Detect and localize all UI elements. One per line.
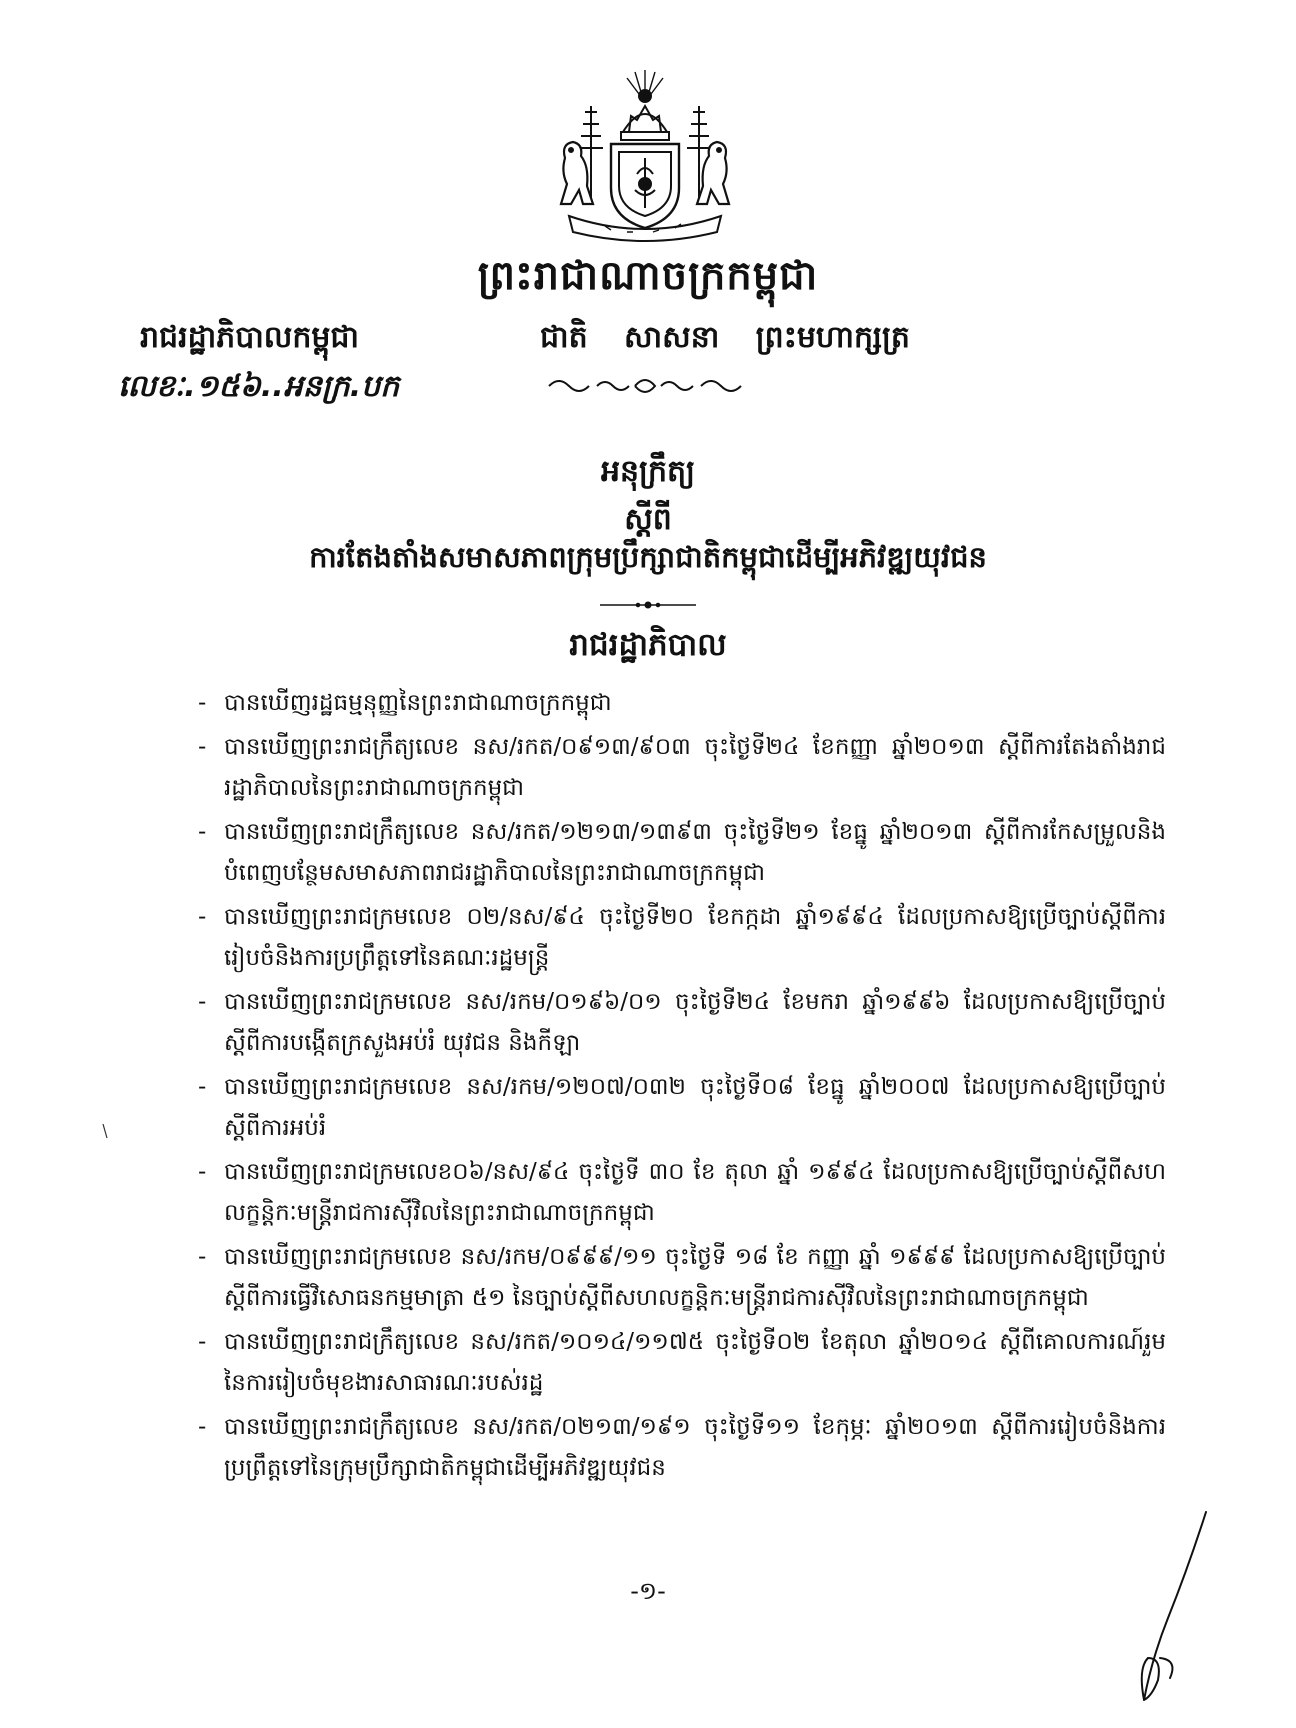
reference-list [198, 683, 1166, 1492]
list-item: - បានឃើញព្រះរាជក្រឹត្យលេខ នស/រកត/០៩១៣/៩០៣ ចុះថ្ងៃទី២៤ ខែកញ្ញា ឆ្នាំ២០១៣ ស្តីពីការតែងតាំងរាជរដ្ឋាភិបាលនៃព្រះរាជាណាចក្រកម្ពុជា [198, 733, 1166, 801]
motto-ornament [545, 372, 745, 398]
list-item-text: បានឃើញព្រះរាជក្រឹត្យលេខ នស/រកត/០២១៣/១៩១ ចុះថ្ងៃទី១១ ខែកុម្ភៈ ឆ្នាំ២០១៣ ស្តីពីការរៀបចំនិងការប្រព្រឹត្តទៅនៃក្រុមប្រឹក្សាជាតិកម្ពុជាដើម្បីអភិវឌ្ឍយុវជន [224, 1413, 1166, 1481]
list-item-text: បានឃើញព្រះរាជក្រឹត្យលេខ នស/រកត/០៩១៣/៩០៣ ចុះថ្ងៃទី២៤ ខែកញ្ញា ឆ្នាំ២០១៣ ស្តីពីការតែងតាំងរាជរដ្ឋាភិបាលនៃព្រះរាជាណាចក្រកម្ពុជា [224, 733, 1166, 801]
list-item: - បានឃើញព្រះរាជក្រឹត្យលេខ នស/រកត/០២១៣/១៩១ ចុះថ្ងៃទី១១ ខែកុម្ភៈ ឆ្នាំ២០១៣ ស្តីពីការរៀបចំនិងការប្រព្រឹត្តទៅនៃក្រុមប្រឹក្សាជាតិកម្ពុជាដើម្បីអភិវឌ្ឍយុវជន [198, 1413, 1166, 1481]
document-about: ស្តីពី [624, 502, 672, 537]
list-item-text: បានឃើញព្រះរាជក្រឹត្យលេខ នស/រកត/១២១៣/១៣៩៣ ចុះថ្ងៃទី២១ ខែធ្នូ ឆ្នាំ២០១៣ ស្តីពីការកែសម្រួលនិងបំពេញបន្ថែមសមាសភាពរាជរដ្ឋាភិបាលនៃព្រះរាជាណាចក្រកម្ពុជា [224, 818, 1166, 886]
title-divider [600, 598, 696, 612]
issuing-government: រាជរដ្ឋាភិបាលកម្ពុជា [140, 320, 359, 355]
document-type: អនុក្រឹត្យ [600, 454, 696, 489]
list-item-text: បានឃើញព្រះរាជក្រមលេខ០៦/នស/៩៤ ចុះថ្ងៃទី ៣០ ខែ តុលា ឆ្នាំ ១៩៩៤ ដែលប្រកាសឱ្យប្រើច្បាប់ស្តីពីសហលក្ខន្តិកៈមន្ត្រីរាជការស៊ីវិលនៃព្រះរាជាណាចក្រកម្ពុជា [224, 1158, 1166, 1226]
document-number: លេខៈ.១៥៦..អនក្រ.បក [118, 369, 400, 404]
list-item-text: បានឃើញព្រះរាជក្រឹត្យលេខ នស/រកត/១០១៤/១១៧៥ ចុះថ្ងៃទី០២ ខែតុលា ឆ្នាំ២០១៤ ស្តីពីគោលការណ៍រួមនៃការរៀបចំមុខងារសាធារណៈរបស់រដ្ឋ [224, 1328, 1166, 1396]
list-item: - បានឃើញព្រះរាជក្រឹត្យលេខ នស/រកត/១២១៣/១៣៩៣ ចុះថ្ងៃទី២១ ខែធ្នូ ឆ្នាំ២០១៣ ស្តីពីការកែសម្រួលនិងបំពេញបន្ថែមសមាសភាពរាជរដ្ឋាភិបាលនៃព្រះរាជាណាចក្រកម្ពុជា [198, 818, 1166, 886]
list-item: - បានឃើញព្រះរាជក្រមលេខ នស/រកម/០១៩៦/០១ ចុះថ្ងៃទី២៤ ខែមករា ឆ្នាំ១៩៩៦ ដែលប្រកាសឱ្យប្រើច្បាប់ស្តីពីការបង្កើតក្រសួងអប់រំ យុវជន និងកីឡា [198, 988, 1166, 1056]
list-item: - បានឃើញព្រះរាជក្រមលេខ នស/រកម/០៩៩៩/១១ ចុះថ្ងៃទី ១៨ ខែ កញ្ញា ឆ្នាំ ១៩៩៩ ដែលប្រកាសឱ្យប្រើច្បាប់ស្តីពីការធ្វើវិសោធនកម្មមាត្រា ៥១ នៃច្បាប់ស្តីពីសហលក្ខន្តិកៈមន្ត្រីរាជការស៊ីវិលនៃព្រះរាជាណាចក្រកម្ពុជា [198, 1243, 1166, 1311]
margin-tick [100, 1122, 110, 1142]
handwritten-signature [1108, 1508, 1218, 1708]
kingdom-name: ព្រះរាជាណាចក្រកម្ពុជា [477, 253, 819, 299]
section-heading: រាជរដ្ឋាភិបាល [569, 627, 727, 663]
list-item-text: បានឃើញព្រះរាជក្រមលេខ នស/រកម/១២០៧/០៣២ ចុះថ្ងៃទី០៨ ខែធ្នូ ឆ្នាំ២០០៧ ដែលប្រកាសឱ្យប្រើច្បាប់ស្តីពីការអប់រំ [224, 1073, 1166, 1141]
list-item: - បានឃើញព្រះរាជក្រមលេខ ០២/នស/៩៤ ចុះថ្ងៃទី២០ ខែកក្កដា ឆ្នាំ១៩៩៤ ដែលប្រកាសឱ្យប្រើច្បាប់ស្តីពីការរៀបចំនិងការប្រព្រឹត្តទៅនៃគណៈរដ្ឋមន្ត្រី [198, 903, 1166, 971]
list-item: - បានឃើញព្រះរាជក្រឹត្យលេខ នស/រកត/១០១៤/១១៧៥ ចុះថ្ងៃទី០២ ខែតុលា ឆ្នាំ២០១៤ ស្តីពីគោលការណ៍រួមនៃការរៀបចំមុខងារសាធារណៈរបស់រដ្ឋ [198, 1328, 1166, 1396]
royal-coat-of-arms [545, 66, 745, 248]
list-item-text: បានឃើញរដ្ឋធម្មនុញ្ញនៃព្រះរាជាណាចក្រកម្ពុជា [224, 690, 612, 716]
list-item: - បានឃើញរដ្ឋធម្មនុញ្ញនៃព្រះរាជាណាចក្រកម្ពុជា [198, 690, 612, 716]
list-item-text: បានឃើញព្រះរាជក្រមលេខ នស/រកម/០៩៩៩/១១ ចុះថ្ងៃទី ១៨ ខែ កញ្ញា ឆ្នាំ ១៩៩៩ ដែលប្រកាសឱ្យប្រើច្បាប់ស្តីពីការធ្វើវិសោធនកម្មមាត្រា ៥១ នៃច្បាប់ស្តីពីសហលក្ខន្តិកៈមន្ត្រីរាជការស៊ីវិលនៃព្រះរាជាណាចក្រកម្ពុជា [224, 1243, 1166, 1311]
list-item: - បានឃើញព្រះរាជក្រមលេខ នស/រកម/១២០៧/០៣២ ចុះថ្ងៃទី០៨ ខែធ្នូ ឆ្នាំ២០០៧ ដែលប្រកាសឱ្យប្រើច្បាប់ស្តីពីការអប់រំ [198, 1073, 1166, 1141]
page-number: -១- [630, 1577, 666, 1605]
list-item: - បានឃើញព្រះរាជក្រមលេខ០៦/នស/៩៤ ចុះថ្ងៃទី ៣០ ខែ តុលា ឆ្នាំ ១៩៩៤ ដែលប្រកាសឱ្យប្រើច្បាប់ស្តីពីសហលក្ខន្តិកៈមន្ត្រីរាជការស៊ីវិលនៃព្រះរាជាណាចក្រកម្ពុជា [198, 1158, 1166, 1226]
national-motto: ជាតិ សាសនា ព្រះមហាក្សត្រ [540, 320, 910, 355]
list-item-text: បានឃើញព្រះរាជក្រមលេខ នស/រកម/០១៩៦/០១ ចុះថ្ងៃទី២៤ ខែមករា ឆ្នាំ១៩៩៦ ដែលប្រកាសឱ្យប្រើច្បាប់ស្តីពីការបង្កើតក្រសួងអប់រំ យុវជន និងកីឡា [224, 988, 1166, 1056]
document-subject: ការតែងតាំងសមាសភាពក្រុមប្រឹក្សាជាតិកម្ពុជាដើម្បីអភិវឌ្ឍយុវជន [309, 540, 987, 574]
list-item-text: បានឃើញព្រះរាជក្រមលេខ ០២/នស/៩៤ ចុះថ្ងៃទី២០ ខែកក្កដា ឆ្នាំ១៩៩៤ ដែលប្រកាសឱ្យប្រើច្បាប់ស្តីពីការរៀបចំនិងការប្រព្រឹត្តទៅនៃគណៈរដ្ឋមន្ត្រី [224, 903, 1166, 971]
